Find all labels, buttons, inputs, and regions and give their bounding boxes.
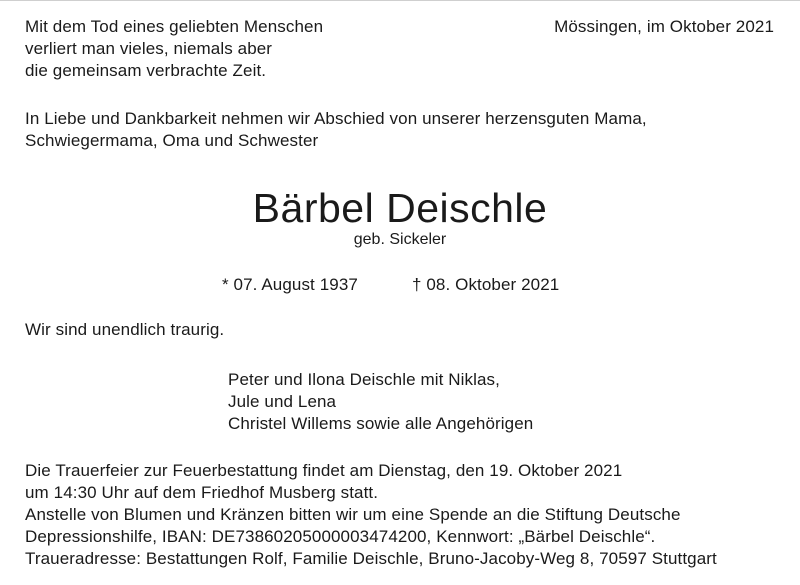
ceremony-line: um 14:30 Uhr auf dem Friedhof Musberg statt. bbox=[25, 483, 379, 502]
intro-line: Schwiegermama, Oma und Schwester bbox=[25, 131, 319, 150]
ceremony-line: Traueradresse: Bestattungen Rolf, Familie Deischle, Bruno-Jacoby-Weg 8, 70597 Stuttgart bbox=[25, 549, 717, 568]
family-line: Jule und Lena bbox=[228, 392, 337, 411]
birth-date: * 07. August 1937 bbox=[222, 275, 358, 294]
ceremony-line: Depressionshilfe, IBAN: DE73860205000003474200, Kennwort: „Bärbel Deischle“. bbox=[25, 527, 656, 546]
death-date: † 08. Oktober 2021 bbox=[412, 275, 560, 294]
family-signature bbox=[228, 369, 533, 435]
family-line: Christel Willems sowie alle Angehörigen bbox=[228, 414, 534, 433]
mourning-line: Wir sind unendlich traurig. bbox=[25, 320, 225, 339]
ceremony-details bbox=[25, 460, 717, 570]
poem-quote bbox=[25, 16, 323, 82]
poem-line: die gemeinsam verbrachte Zeit. bbox=[25, 61, 267, 80]
birth-name: geb. Sickeler bbox=[353, 231, 447, 248]
ceremony-line: Anstelle von Blumen und Kränzen bitten wir um eine Spende an die Stiftung Deutsche bbox=[25, 505, 681, 524]
place-date: Mössingen, im Oktober 2021 bbox=[554, 17, 774, 36]
deceased-name: Bärbel Deischle bbox=[252, 185, 548, 231]
poem-line: verliert man vieles, niemals aber bbox=[25, 39, 273, 58]
family-line: Peter und Ilona Deischle mit Niklas, bbox=[228, 370, 500, 389]
intro-line: In Liebe und Dankbarkeit nehmen wir Abschied von unserer herzensguten Mama, bbox=[25, 109, 647, 128]
intro-text bbox=[25, 108, 647, 152]
poem-line: Mit dem Tod eines geliebten Menschen bbox=[25, 17, 324, 36]
ceremony-line: Die Trauerfeier zur Feuerbestattung findet am Dienstag, den 19. Oktober 2021 bbox=[25, 461, 623, 480]
